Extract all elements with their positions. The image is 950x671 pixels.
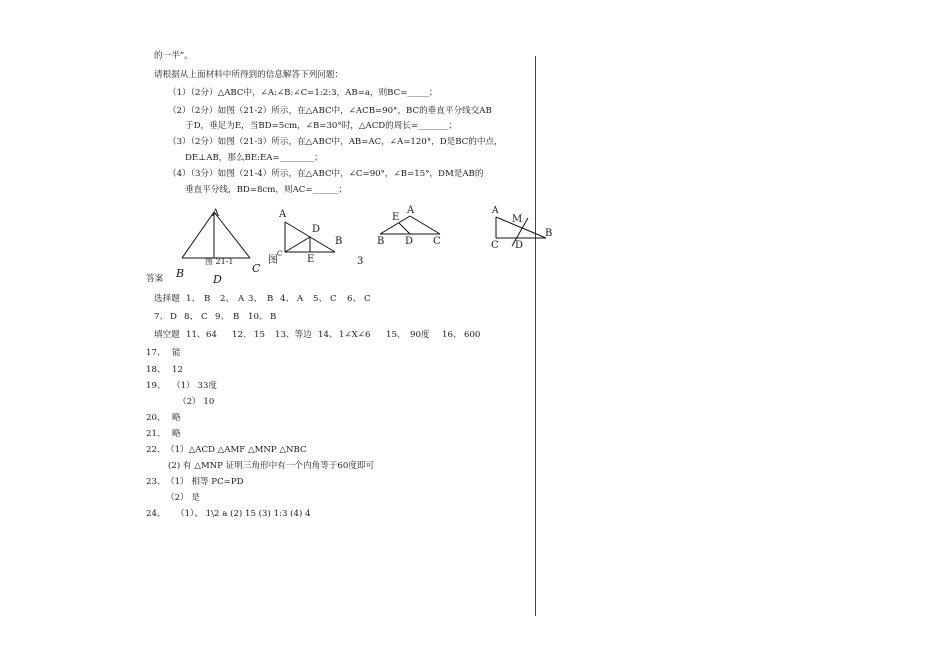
choice-num: 3、 xyxy=(248,294,263,304)
choice-ans: B xyxy=(204,294,211,304)
answer-20 xyxy=(146,413,526,424)
choice-ans: A xyxy=(238,294,245,304)
answers-heading: 答案 xyxy=(146,274,164,284)
answer-19-1 xyxy=(146,381,526,392)
answer-24 xyxy=(146,509,526,520)
fig3-label-c: C xyxy=(433,236,441,247)
fig1-label-c: C xyxy=(252,262,261,275)
answer-22-2 xyxy=(146,461,526,472)
fill-num: 14、 xyxy=(318,330,338,340)
fill-label: 填空题 xyxy=(154,330,180,340)
fill-num: 13、等边 xyxy=(275,330,312,340)
choice-row-2 xyxy=(154,312,534,323)
fig1-label-a: A xyxy=(212,208,220,219)
fill-num: 11、 xyxy=(186,330,206,340)
answer-text: 能 xyxy=(172,348,181,358)
choice-ans: B xyxy=(267,294,274,304)
fig3-caption: 3 xyxy=(357,256,364,267)
choice-num: 10、 xyxy=(248,312,268,322)
question-2: （2）（2分）如图（21-2）所示，在△ABC中，∠ACB=90°，BC的垂直平分线交AB xyxy=(168,106,492,116)
intro-line-1: 的一半”。 xyxy=(154,51,193,61)
fig3-label-a: A xyxy=(407,205,415,216)
answer-18 xyxy=(146,365,526,376)
answer-text: 12 xyxy=(172,365,183,375)
answer-text: 略 xyxy=(172,429,181,439)
fig3-label-e: E xyxy=(392,212,400,223)
question-2-cont: 于D，垂足为E，当BD=5cm，∠B=30°时，△ACD的周长=_______； xyxy=(185,121,457,131)
choice-ans: C xyxy=(201,312,208,322)
answer-text: （1） 33度 xyxy=(172,381,217,391)
choice-num: 9、 xyxy=(215,312,230,322)
fig1-label-d: D xyxy=(213,273,222,286)
answer-num: 19、 xyxy=(146,381,166,391)
choice-num: 4、 xyxy=(280,294,295,304)
fig1-label-b: B xyxy=(176,267,185,280)
answer-num: 21、 xyxy=(146,429,166,439)
answer-text: （1） 相等 PC=PD xyxy=(166,477,244,487)
choice-ans: D xyxy=(170,312,177,322)
fill-ans: 90度 xyxy=(410,330,430,340)
fig2-label-d: D xyxy=(312,224,321,235)
fig2-label-a: A xyxy=(279,209,287,220)
choice-ans: C xyxy=(330,294,337,304)
choice-ans: C xyxy=(364,294,371,304)
intro-line-2: 请根据从上面材料中所得到的信息解答下列问题： xyxy=(154,70,344,80)
answer-num: 22、 xyxy=(146,445,166,455)
fig4-label-b: B xyxy=(545,228,553,239)
answer-text: (2) 有 △MNP 证明三角形中有一个内角等于60度即可 xyxy=(168,461,375,471)
question-4-cont: 垂直平分线，BD=8cm，则AC=______； xyxy=(185,185,347,195)
figure-21-2 xyxy=(285,222,335,252)
fill-ans: 64 xyxy=(206,330,217,340)
choice-num: 5、 xyxy=(313,294,328,304)
answer-22-1 xyxy=(146,445,526,456)
answer-17 xyxy=(146,348,526,359)
fill-num: 15、 xyxy=(386,330,406,340)
question-1: （1）（2分）△ABC中，∠A:∠B:∠C=1:2:3，AB=a，则BC=_____； xyxy=(168,88,438,98)
choice-num: 1、 xyxy=(186,294,201,304)
choice-num: 6、 xyxy=(347,294,362,304)
fig4-label-a: A xyxy=(492,206,499,216)
answer-num: 18、 xyxy=(146,365,166,375)
fill-row xyxy=(154,330,534,341)
answer-num: 24、 xyxy=(146,509,166,519)
fig4-label-d: D xyxy=(515,240,524,251)
choice-num: 7、 xyxy=(154,312,169,322)
fig4-label-c: C xyxy=(491,240,499,251)
answer-23-1 xyxy=(146,477,526,488)
answer-21 xyxy=(146,429,526,440)
choice-ans: B xyxy=(233,312,240,322)
figure-21-3 xyxy=(380,216,440,234)
question-4: （4）（3分）如图（21-4）所示，在△ABC中，∠C=90°，∠B=15°，DM是AB的 xyxy=(168,169,484,179)
answer-text: （2） 10 xyxy=(178,397,215,407)
fig2-caption: 图 xyxy=(268,255,278,266)
question-3: （3）（2分）如图（21-3）所示，在△ABC中，AB=AC，∠A=120°，D是BC的中点， xyxy=(168,137,503,147)
answer-text: （1）△ACD △AMF △MNP △NBC xyxy=(166,445,307,455)
choice-num: 8、 xyxy=(184,312,199,322)
fig2-label-b: B xyxy=(335,236,343,247)
answer-text: （1）、 1\2 a (2) 15 (3) 1:3 (4) 4 xyxy=(176,509,311,519)
fig3-label-d: D xyxy=(405,236,414,247)
answer-text: （2） 是 xyxy=(166,493,200,503)
choice-row-1 xyxy=(154,294,534,305)
choice-num: 2、 xyxy=(220,294,235,304)
answer-num: 17、 xyxy=(146,348,166,358)
answer-text: 略 xyxy=(172,413,181,423)
fig2-label-c: C xyxy=(277,250,283,258)
answer-num: 23、 xyxy=(146,477,166,487)
fig1-caption: 图 21-1 xyxy=(205,257,234,266)
fig3-label-b: B xyxy=(377,236,385,247)
answer-19-2 xyxy=(146,397,526,408)
fill-ans: 15 xyxy=(254,330,265,340)
fig2-label-e: E xyxy=(307,254,315,265)
choice-ans: A xyxy=(297,294,304,304)
fill-ans: 1∠X∠6 xyxy=(339,330,371,340)
choice-label: 选择题 xyxy=(154,294,180,304)
choice-ans: B xyxy=(270,312,277,322)
fill-num: 12、 xyxy=(232,330,252,340)
answer-num: 20、 xyxy=(146,413,166,423)
question-3-cont: DE⊥AB，那么BE:EA=________； xyxy=(185,153,323,163)
fig4-label-m: M xyxy=(512,214,523,225)
fill-ans: 600 xyxy=(464,330,481,340)
fill-num: 16、 xyxy=(442,330,462,340)
answer-23-2 xyxy=(146,493,526,504)
